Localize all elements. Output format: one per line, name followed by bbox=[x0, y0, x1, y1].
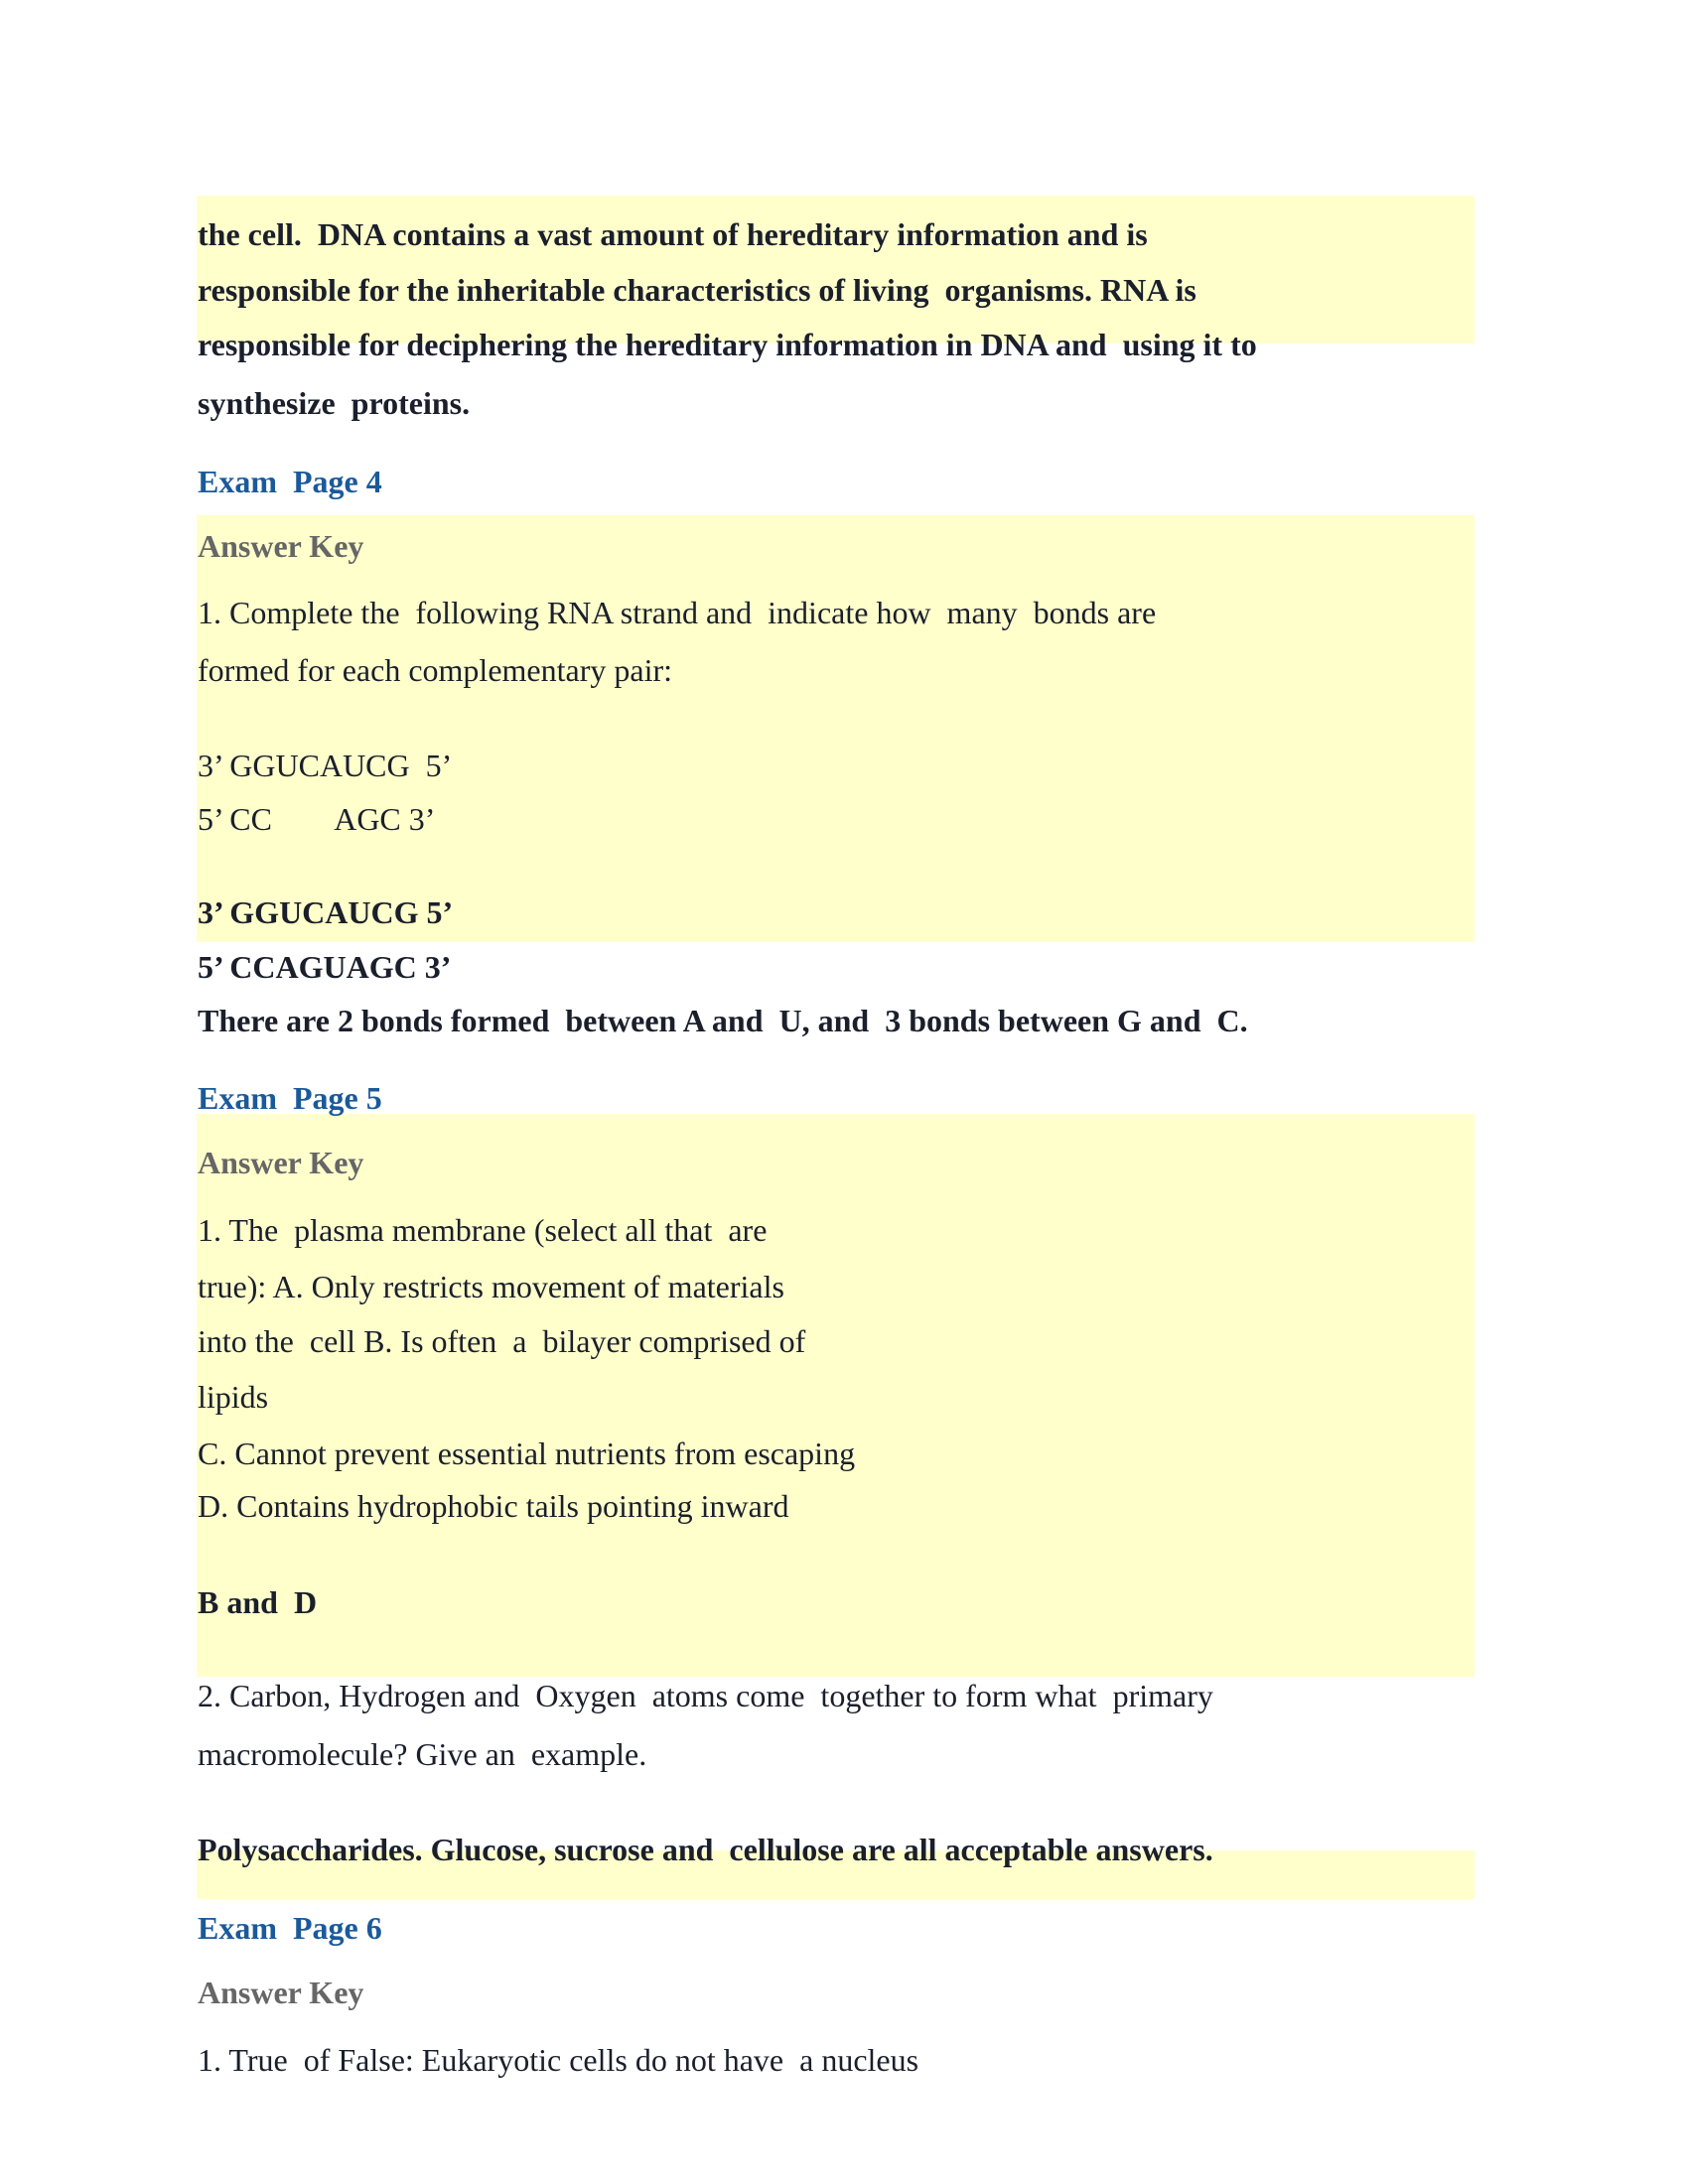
exam-page-4-heading: Exam Page 4 bbox=[198, 464, 382, 499]
question-text: 1. Complete the following RNA strand and indicate how many bonds are bbox=[198, 595, 1157, 630]
intro-line: responsible for the inheritable characteristics of living organisms. RNA is bbox=[198, 272, 1196, 308]
answer-text: 3’ GGUCAUCG 5’ bbox=[198, 894, 454, 930]
highlight-band bbox=[197, 515, 1475, 942]
exam-page-5-heading: Exam Page 5 bbox=[198, 1080, 382, 1116]
answer-text: There are 2 bonds formed between A and U, and 3 bonds between G and C. bbox=[198, 1003, 1248, 1038]
answer-text: 5’ CCAGUAGC 3’ bbox=[198, 949, 452, 985]
intro-line: synthesize proteins. bbox=[198, 385, 471, 421]
answer-key-label: Answer Key bbox=[198, 1145, 364, 1180]
answer-key-label: Answer Key bbox=[198, 1975, 364, 2010]
question-text: macromolecule? Give an example. bbox=[198, 1736, 647, 1772]
question-text: D. Contains hydrophobic tails pointing inward bbox=[198, 1488, 789, 1524]
question-text: 1. True of False: Eukaryotic cells do not have a nucleus bbox=[198, 2042, 919, 2078]
question-text: into the cell B. Is often a bilayer comprised of bbox=[198, 1323, 806, 1359]
question-text: 1. The plasma membrane (select all that are bbox=[198, 1212, 768, 1248]
exam-page-6-heading: Exam Page 6 bbox=[198, 1910, 382, 1946]
answer-text: B and D bbox=[198, 1584, 318, 1620]
rna-strand-bottom: 5’ CC AGC 3’ bbox=[198, 801, 436, 837]
answer-key-label: Answer Key bbox=[198, 528, 364, 564]
question-text: formed for each complementary pair: bbox=[198, 652, 672, 688]
question-text: true): A. Only restricts movement of materials bbox=[198, 1269, 784, 1304]
answer-text: Polysaccharides. Glucose, sucrose and cellulose are all acceptable answers. bbox=[198, 1832, 1213, 1867]
rna-strand-top: 3’ GGUCAUCG 5’ bbox=[198, 748, 453, 783]
question-text: C. Cannot prevent essential nutrients from escaping bbox=[198, 1435, 856, 1471]
intro-line: responsible for deciphering the hereditary information in DNA and using it to bbox=[198, 327, 1257, 362]
question-text: lipids bbox=[198, 1379, 269, 1415]
highlight-band bbox=[197, 1114, 1475, 1677]
intro-line: the cell. DNA contains a vast amount of hereditary information and is bbox=[198, 216, 1148, 252]
question-text: 2. Carbon, Hydrogen and Oxygen atoms come together to form what primary bbox=[198, 1678, 1213, 1713]
